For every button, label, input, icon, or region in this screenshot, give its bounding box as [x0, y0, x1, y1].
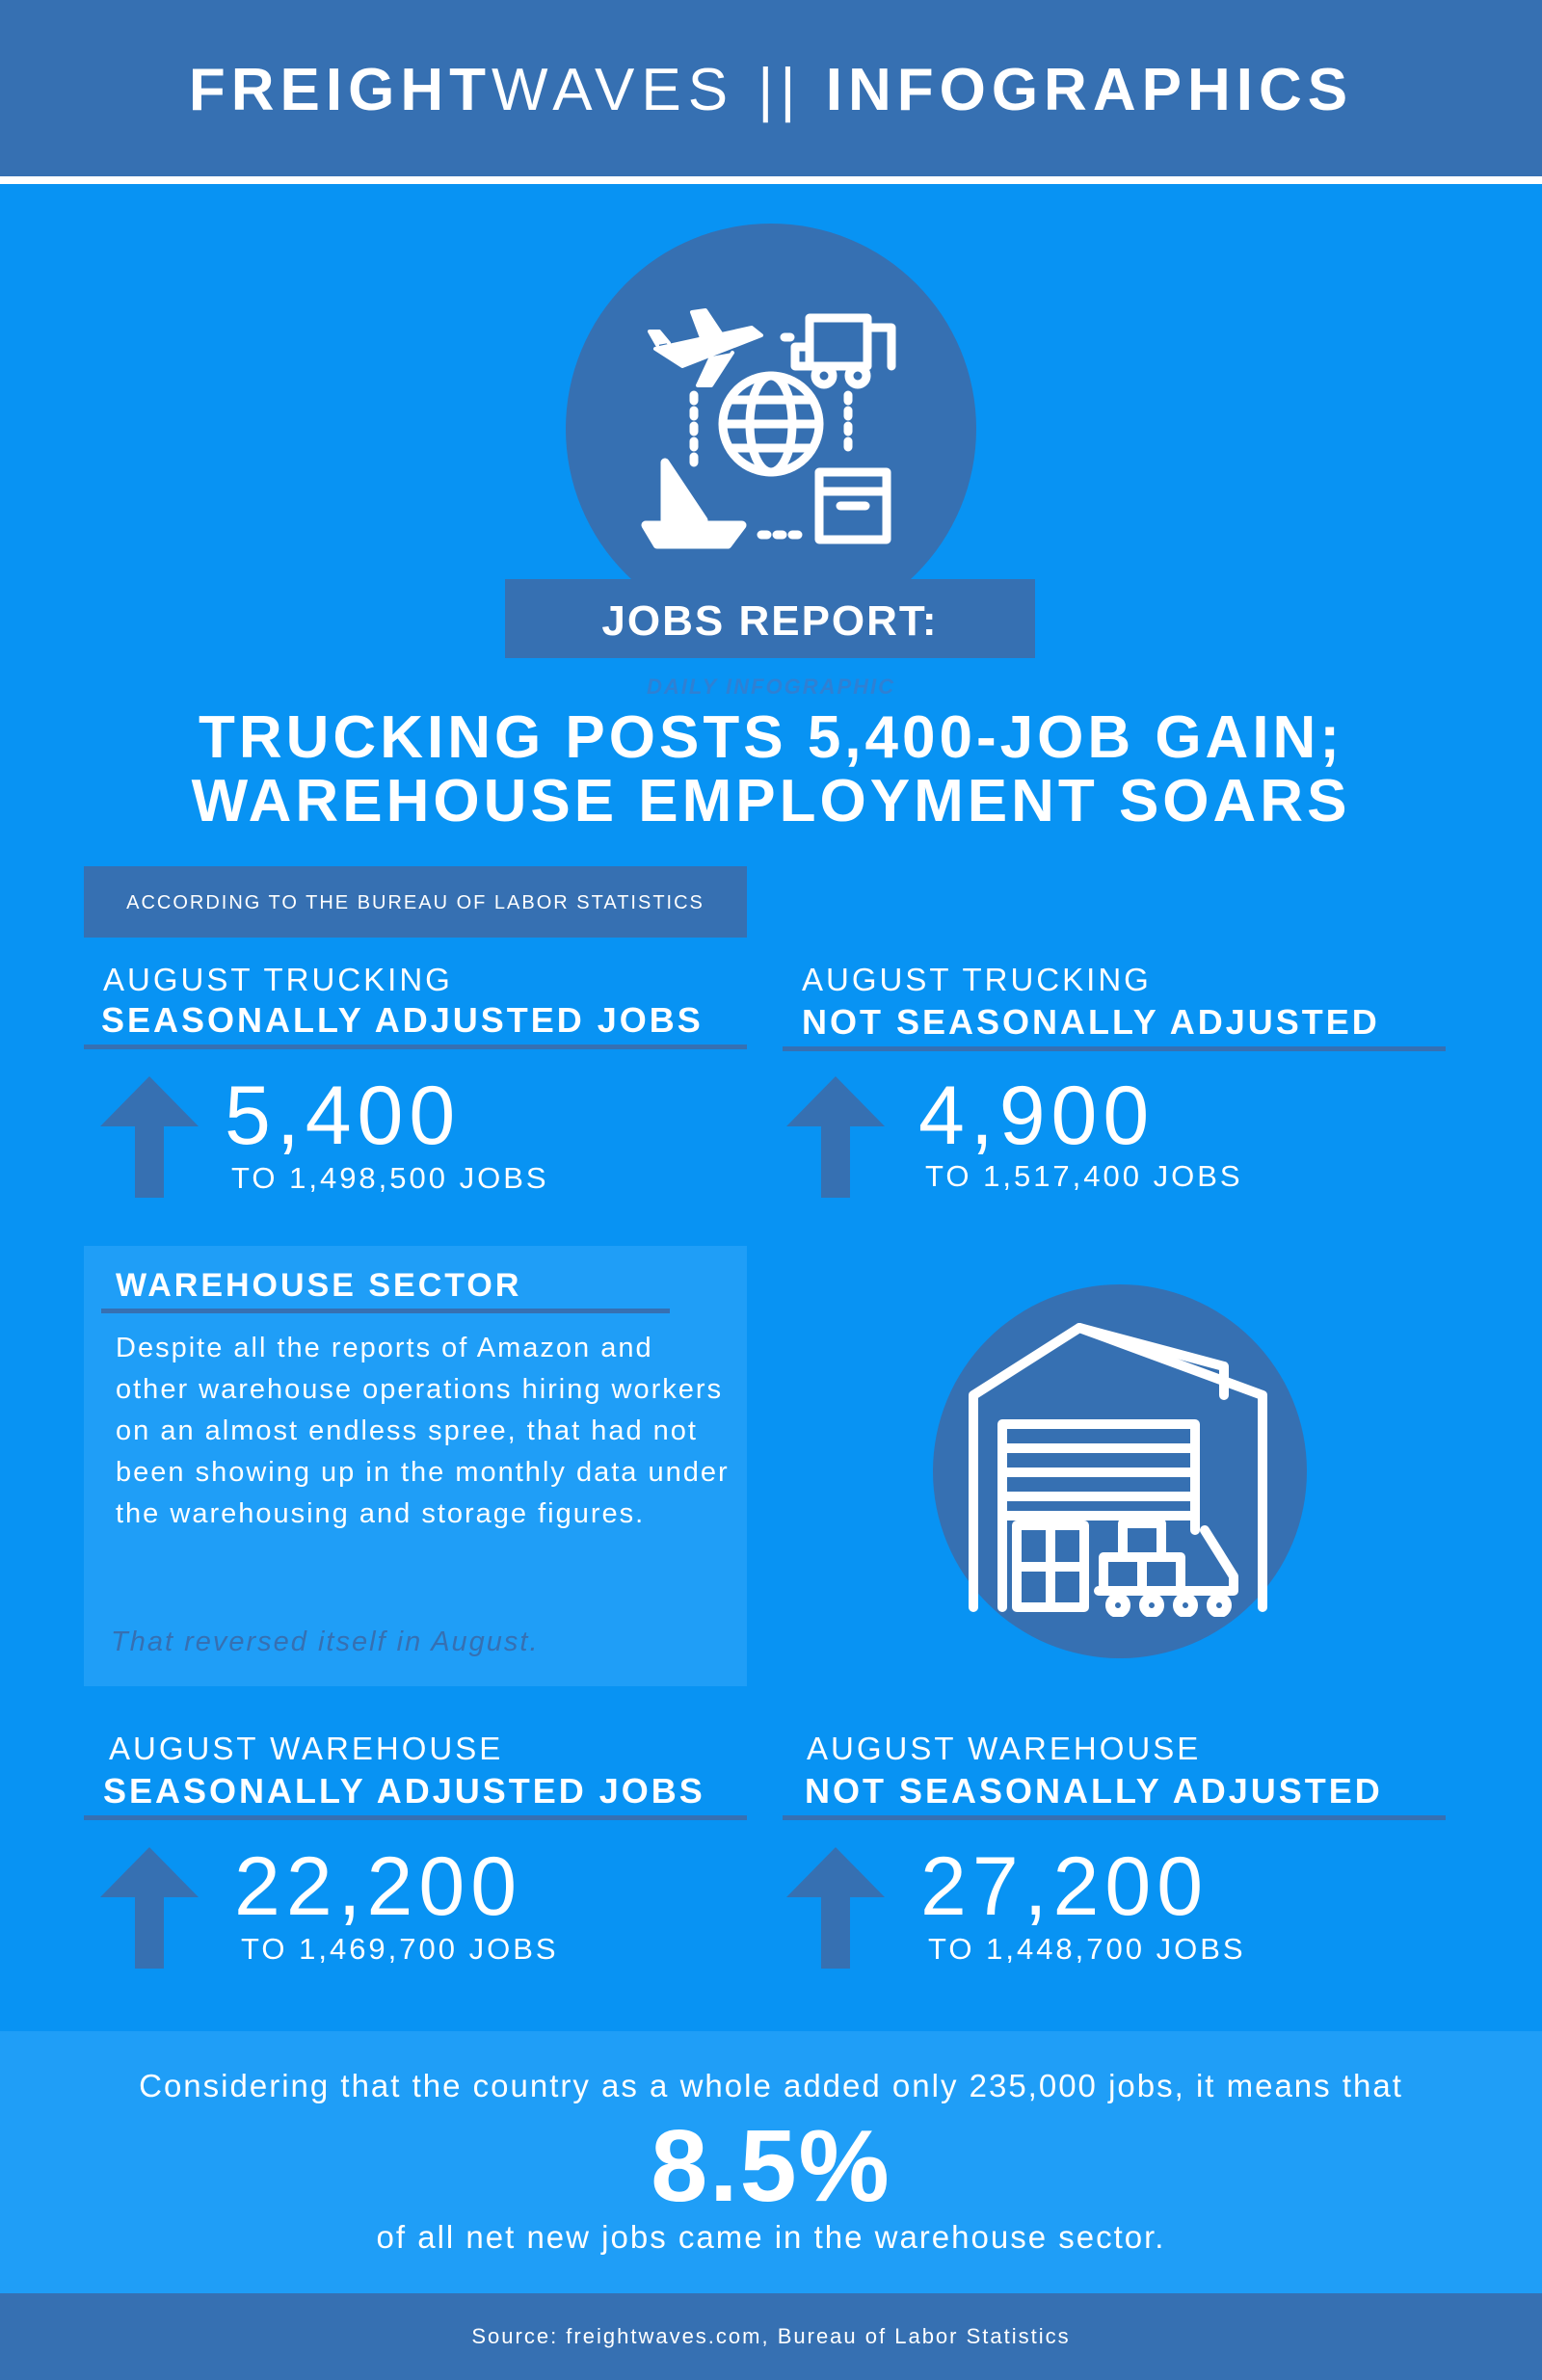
- warehouse-sector-title: WAREHOUSE SECTOR: [116, 1267, 522, 1304]
- warehouse-sa-label-1: AUGUST WAREHOUSE: [109, 1731, 504, 1766]
- headline: [0, 706, 1542, 833]
- brand-section: INFOGRAPHICS: [825, 57, 1354, 123]
- header-divider: [0, 176, 1542, 184]
- arrow-up-icon: [786, 1847, 885, 1969]
- arrow-up-icon: [786, 1076, 885, 1198]
- warehouse-sector-body: Despite all the reports of Amazon and other warehouse operations hiring workers on an almost endless spree, that had not been showing up in the monthly data under the warehousing and storage figures.: [116, 1333, 730, 1529]
- daily-infographic-kicker: DAILY INFOGRAPHIC: [646, 674, 896, 699]
- trucking-nsa-value: 4,900: [918, 1070, 1156, 1162]
- warehouse-sa-label-2: SEASONALLY ADJUSTED JOBS: [103, 1771, 705, 1811]
- conclusion-percent: 8.5%: [651, 2109, 891, 2223]
- arrow-up-icon: [100, 1076, 199, 1198]
- warehouse-nsa-label-1: AUGUST WAREHOUSE: [807, 1731, 1202, 1766]
- warehouse-sector-note: That reversed itself in August.: [111, 1626, 540, 1657]
- trucking-sa-rule: [84, 1045, 747, 1049]
- warehouse-nsa-total: TO 1,448,700 JOBS: [928, 1932, 1246, 1966]
- trucking-sa-label-2: SEASONALLY ADJUSTED JOBS: [101, 1000, 704, 1040]
- warehouse-sa-value: 22,200: [234, 1840, 523, 1933]
- brand-title: [0, 56, 1542, 124]
- trucking-sa-value: 5,400: [225, 1070, 462, 1162]
- conclusion-line-1: Considering that the country as a whole added only 235,000 jobs, it means that: [139, 2068, 1403, 2103]
- trucking-sa-total: TO 1,498,500 JOBS: [231, 1161, 549, 1195]
- warehouse-icon: [964, 1318, 1276, 1617]
- warehouse-nsa-label-2: NOT SEASONALLY ADJUSTED: [805, 1771, 1383, 1811]
- warehouse-sa-total: TO 1,469,700 JOBS: [241, 1932, 559, 1966]
- headline-line-1: TRUCKING POSTS 5,400-JOB GAIN;: [199, 704, 1343, 771]
- logistics-globe-icon: [636, 289, 906, 559]
- warehouse-nsa-value: 27,200: [920, 1840, 1210, 1933]
- trucking-nsa-rule: [783, 1046, 1446, 1051]
- brand-light: WAVES ||: [492, 57, 826, 123]
- conclusion-line-2: of all net new jobs came in the warehouse sector.: [376, 2219, 1166, 2255]
- warehouse-sector-rule: [101, 1309, 670, 1313]
- trucking-nsa-total: TO 1,517,400 JOBS: [925, 1159, 1243, 1193]
- brand-bold: FREIGHT: [188, 57, 492, 123]
- trucking-nsa-label-1: AUGUST TRUCKING: [802, 962, 1152, 997]
- trucking-sa-label-1: AUGUST TRUCKING: [103, 962, 453, 997]
- warehouse-sa-rule: [84, 1815, 747, 1820]
- trucking-nsa-label-2: NOT SEASONALLY ADJUSTED: [802, 1002, 1380, 1042]
- warehouse-nsa-rule: [783, 1815, 1446, 1820]
- source-credit: Source: freightwaves.com, Bureau of Labor Statistics: [471, 2324, 1071, 2348]
- headline-line-2: WAREHOUSE EMPLOYMENT SOARS: [191, 768, 1351, 834]
- jobs-report-title: JOBS REPORT:: [601, 597, 939, 645]
- arrow-up-icon: [100, 1847, 199, 1969]
- bls-banner-text: ACCORDING TO THE BUREAU OF LABOR STATISTICS: [126, 892, 705, 913]
